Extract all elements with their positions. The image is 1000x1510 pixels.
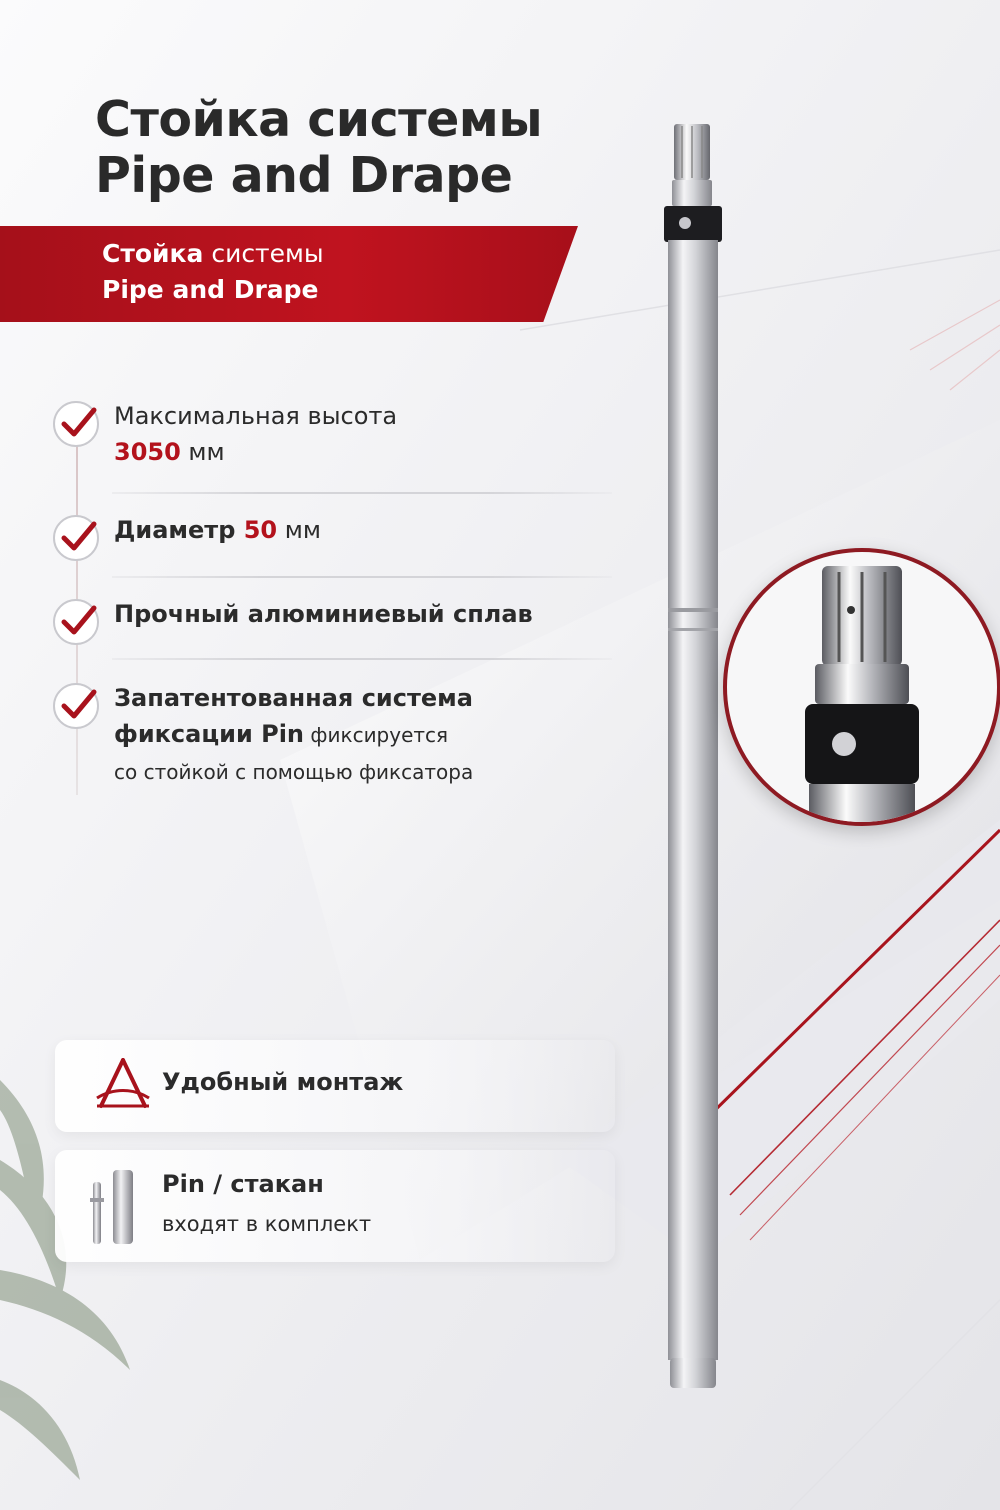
ribbon-line1-rest: системы: [203, 239, 324, 268]
divider: [112, 492, 612, 494]
title-line-2: Pipe and Drape: [95, 147, 513, 204]
feature-label: Диаметр: [114, 516, 244, 544]
card-subtitle: входят в комплект: [162, 1212, 372, 1236]
feature-label: Прочный алюминиевый сплав: [114, 600, 533, 628]
ribbon-text: [102, 236, 324, 308]
feature-description: со стойкой с помощью фиксатора: [114, 760, 474, 784]
feature-unit: мм: [180, 438, 225, 466]
feature-text: [114, 596, 533, 632]
feature-label: Запатентованная система: [114, 684, 473, 712]
feature-text: [114, 512, 321, 548]
ribbon-line1-bold: Стойка: [102, 239, 204, 268]
card-title: Удобный монтаж: [162, 1068, 404, 1096]
card-title: Pin / стакан: [162, 1170, 324, 1198]
pole-top-closeup: [727, 552, 997, 822]
pin-and-cup-icon: [87, 1168, 139, 1248]
product-pole-image: [660, 120, 726, 1400]
feature-label-rest: фиксируется: [304, 723, 449, 747]
check-icon: [50, 596, 102, 648]
feature-text: [114, 680, 473, 790]
divider: [112, 576, 612, 578]
page-title: [95, 92, 542, 204]
feature-label-bold: фиксации Pin: [114, 720, 305, 748]
feature-text: [114, 398, 397, 470]
ribbon-line2: Pipe and Drape: [102, 275, 319, 304]
card-mounting: [55, 1040, 615, 1132]
feature-value: 50: [243, 516, 278, 544]
title-line-1: Стойка системы: [95, 91, 543, 148]
card-pin-cup: [55, 1150, 615, 1262]
divider: [112, 658, 612, 660]
check-icon: [50, 512, 102, 564]
detail-closeup-image: [723, 548, 1000, 826]
check-icon: [50, 680, 102, 732]
feature-unit: мм: [277, 516, 321, 544]
check-icon: [50, 398, 102, 450]
feature-value: 3050: [114, 438, 181, 466]
feature-label: Максимальная высота: [114, 402, 398, 430]
mounting-logo-icon: [95, 1058, 151, 1110]
